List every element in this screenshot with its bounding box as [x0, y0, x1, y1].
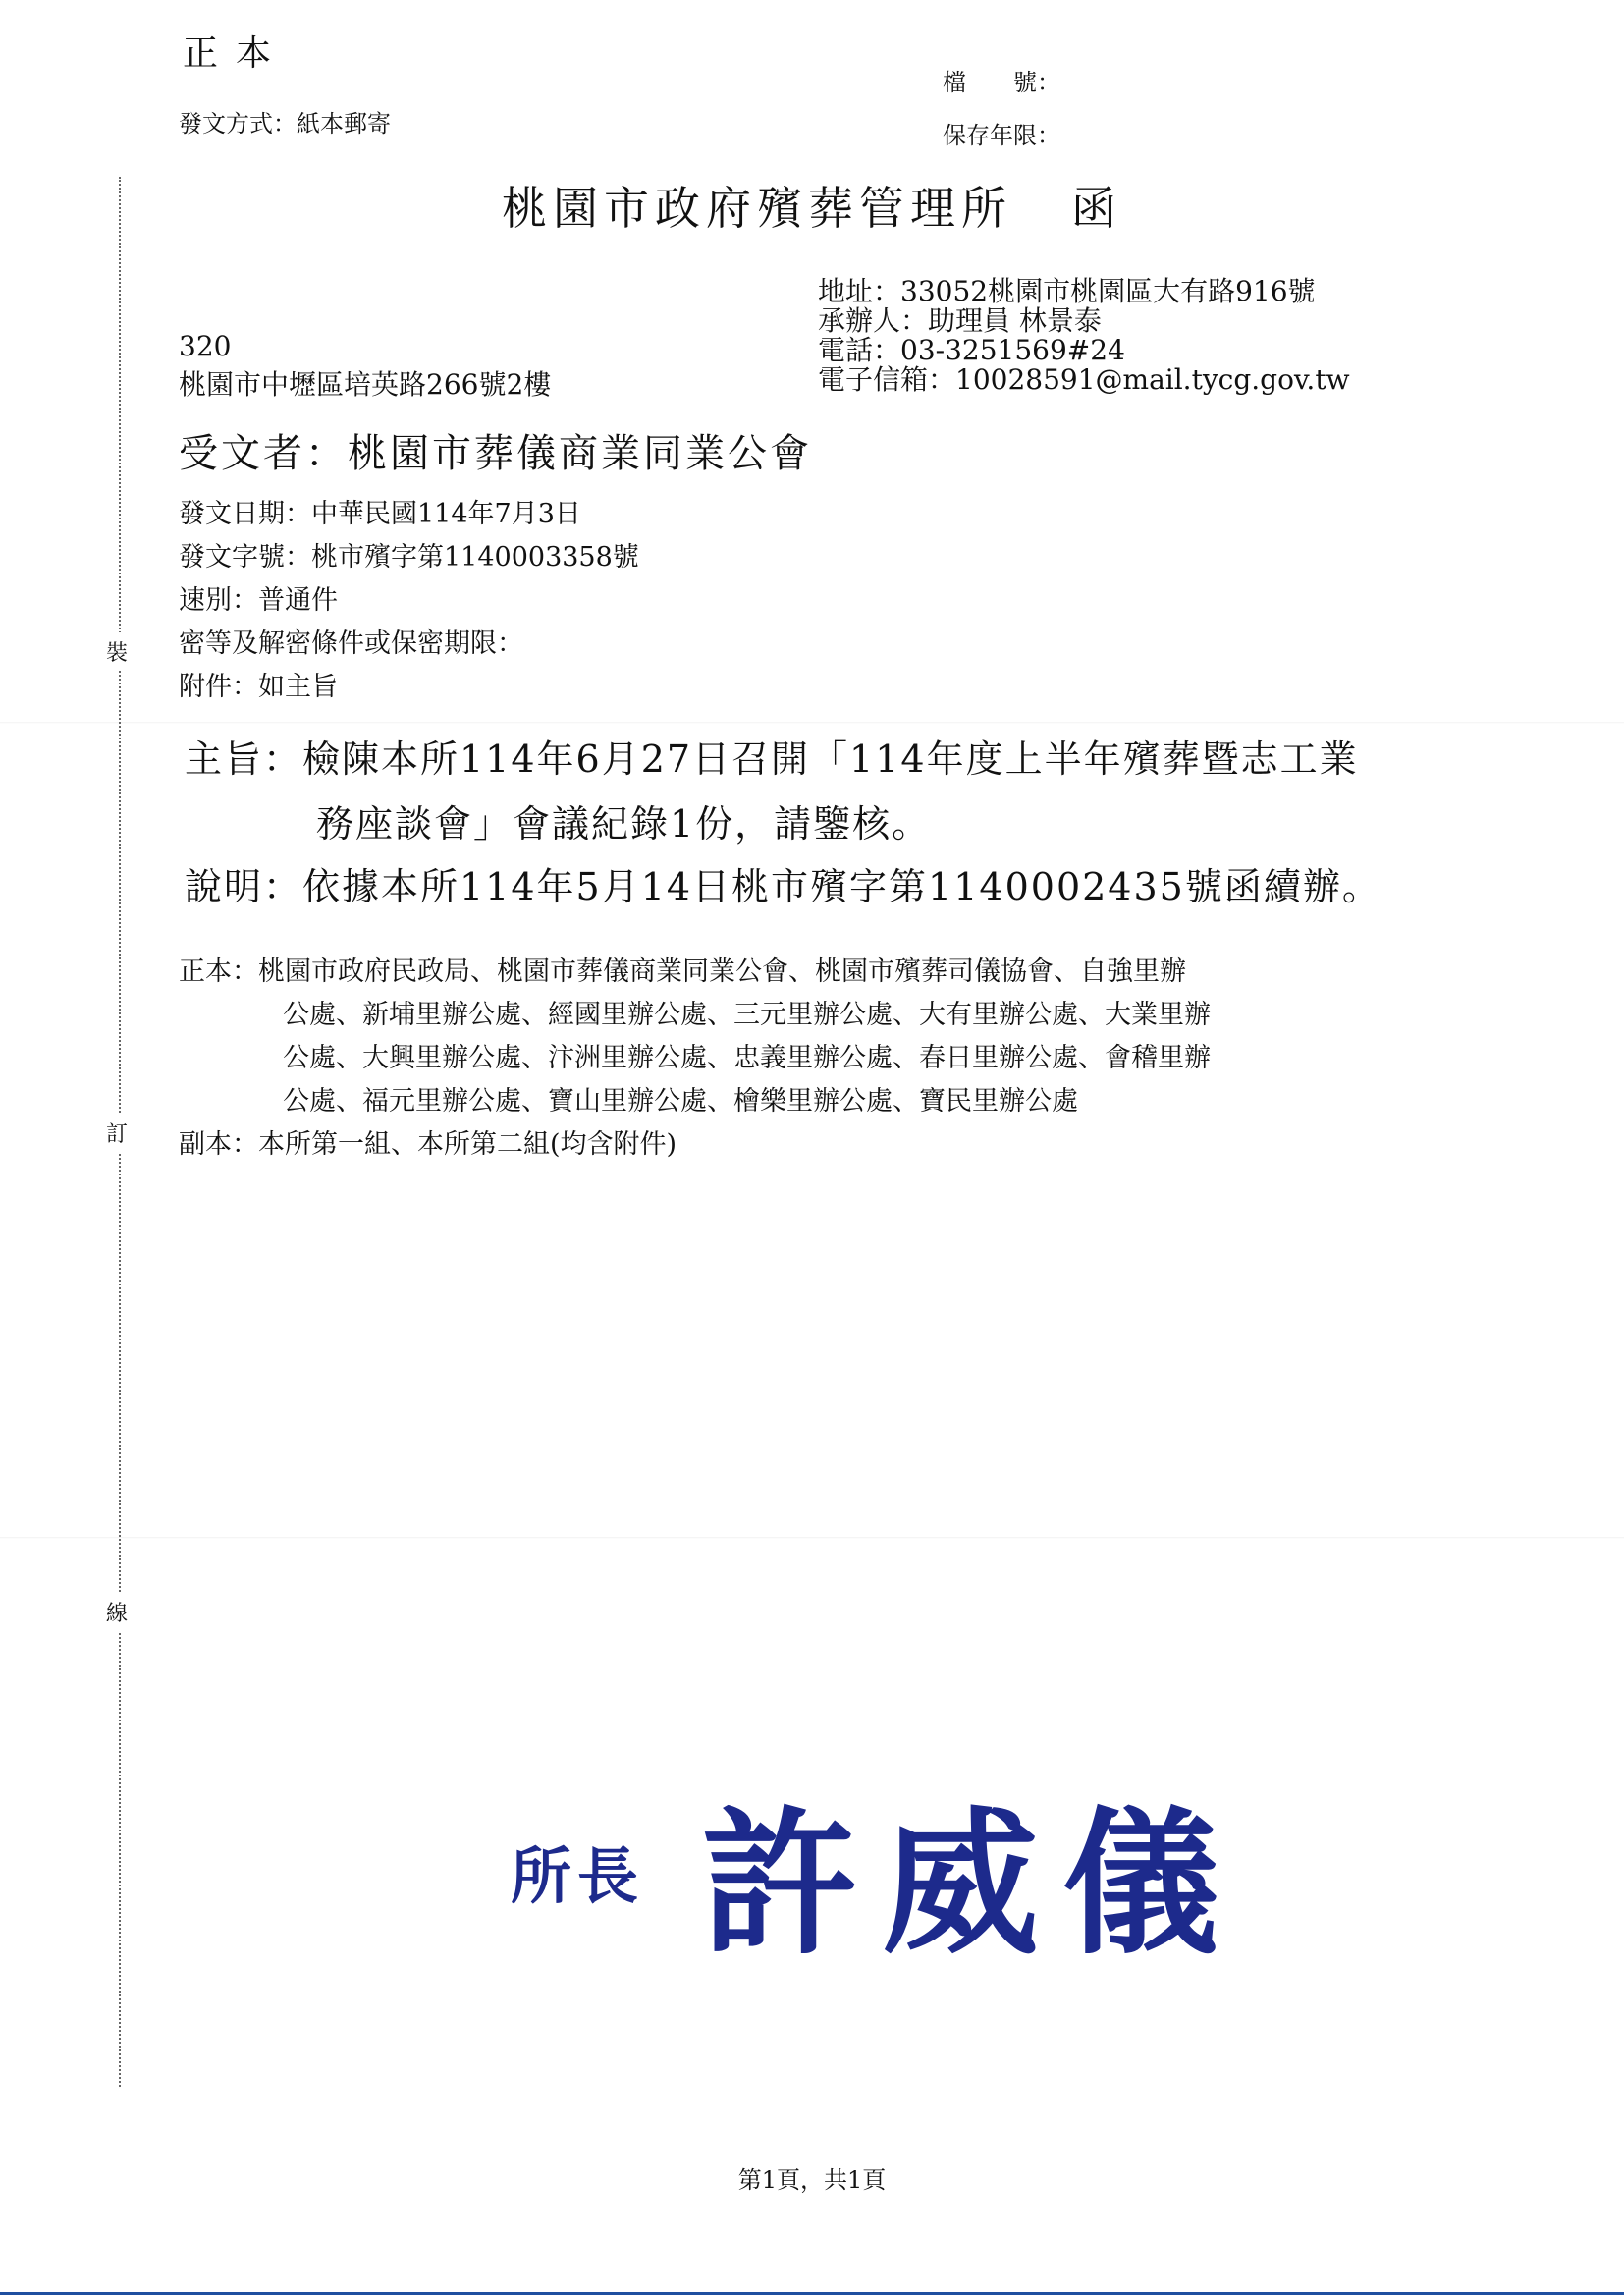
delivery-speed: 速別：普通件: [179, 585, 338, 616]
recipient-address: 桃園市中壢區培英路266號2樓: [179, 368, 552, 401]
explanation: 說明：依據本所114年5月14日桃市殯字第1140002435號函續辦。: [185, 865, 1381, 908]
sender-contact-block: [818, 277, 1350, 395]
document-type: 函: [1071, 182, 1122, 235]
original-recipients-line: 公處、福元里辦公處、寶山里辦公處、檜樂里辦公處、寶民里辦公處: [283, 1086, 1078, 1117]
subject-block: [185, 727, 1359, 856]
distribution-list: [179, 951, 1211, 1167]
document-title: [0, 173, 1624, 238]
handler-name: 承辦人：助理員 林景泰: [818, 304, 1102, 337]
paper-fold-line: [0, 722, 1624, 724]
binding-mark-ding: 訂: [106, 1114, 128, 1152]
original-recipients-line: 公處、新埔里辦公處、經國里辦公處、三元里辦公處、大有里辦公處、大業里辦: [283, 1000, 1211, 1030]
subject-line: 務座談會」會議紀錄1份，請鑒核。: [316, 802, 932, 846]
paper-fold-line: [0, 1537, 1624, 1539]
issue-date: 發文日期：中華民國114年7月3日: [179, 499, 581, 529]
document-meta-block: [179, 493, 639, 709]
retention-period-label: 保存年限：: [943, 122, 1060, 149]
sender-address: 地址：33052桃園市桃園區大有路916號: [818, 275, 1316, 307]
issuing-organization: 桃園市政府殯葬管理所: [502, 182, 1012, 235]
copy-recipients: 副本：本所第一組、本所第二組(均含附件): [179, 1129, 677, 1160]
subject-line: 主旨：檢陳本所114年6月27日召開「114年度上半年殯葬暨志工業: [185, 738, 1359, 781]
attachment-note: 附件：如主旨: [179, 672, 338, 702]
original-recipients-line: 正本：桃園市政府民政局、桃園市葬儀商業同業公會、桃園市殯葬司儀協會、自強里辦: [179, 956, 1186, 987]
page-number: 第1頁，共1頁: [737, 2166, 887, 2194]
document-number: 發文字號：桃市殯字第1140003358號: [179, 542, 639, 573]
addressee: 受文者：桃園市葬儀商業同業公會: [179, 431, 812, 476]
binding-mark-zhuang: 裝: [106, 632, 128, 671]
binding-mark-xian: 線: [106, 1593, 128, 1631]
signature-title: 所長: [511, 1839, 645, 1912]
security-level: 密等及解密條件或保密期限：: [179, 628, 523, 659]
recipient-zip-code: 320: [179, 330, 232, 362]
original-recipients-line: 公處、大興里辦公處、汴洲里辦公處、忠義里辦公處、春日里辦公處、會稽里辦: [283, 1043, 1211, 1073]
director-signature-stamp: [511, 1758, 1243, 1984]
copy-type-label: 正本: [183, 33, 290, 74]
send-method: 發文方式：紙本郵寄: [179, 110, 391, 137]
file-number-label: 檔 號：: [943, 69, 1060, 96]
handler-phone: 電話：03-3251569#24: [818, 334, 1125, 366]
handler-email: 電子信箱：10028591@mail.tycg.gov.tw: [818, 363, 1350, 396]
signature-name: 許威儀: [701, 1791, 1244, 1976]
